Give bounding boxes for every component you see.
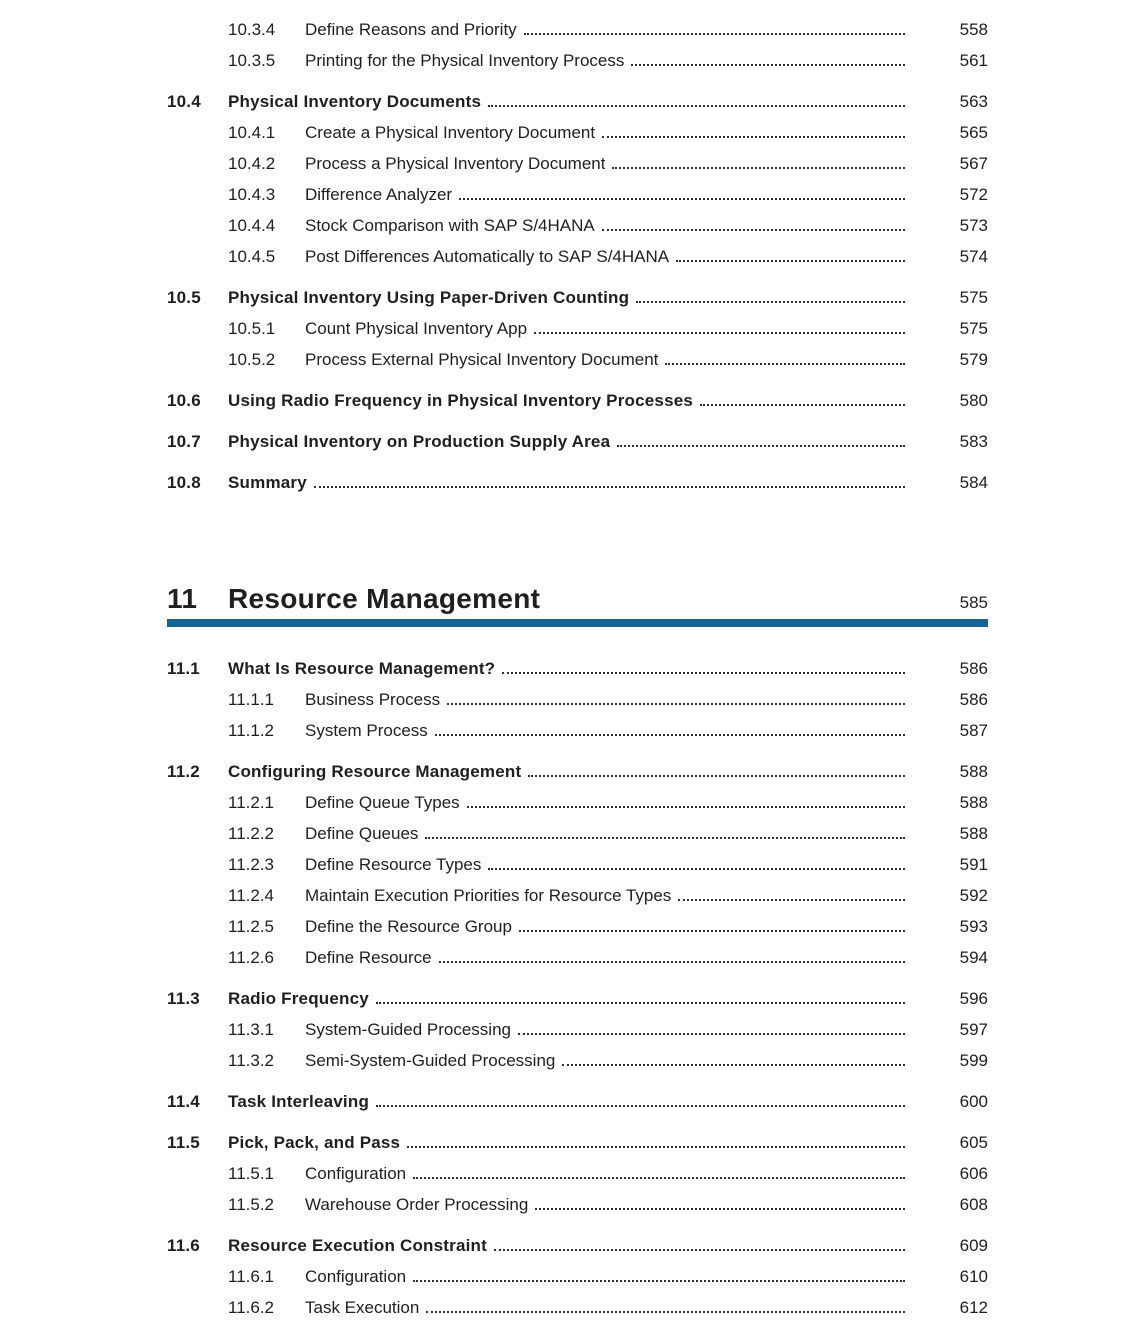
toc-entry-number: 10.8 [167, 473, 201, 492]
dot-leader [425, 837, 905, 839]
toc-entry-page: 565 [959, 123, 988, 142]
toc-entry-number: 10.5 [167, 288, 201, 307]
toc-entry-page: 586 [959, 690, 988, 709]
toc-entry [167, 282, 988, 313]
toc-entry-page: 586 [959, 659, 988, 678]
toc-entry [167, 117, 988, 148]
toc-entry-title: What Is Resource Management? [228, 659, 496, 678]
toc-entry [167, 1045, 988, 1076]
dot-leader [488, 105, 905, 107]
toc-entry-title: Physical Inventory on Production Supply Area [228, 432, 611, 451]
toc-entry [167, 86, 988, 117]
dot-leader [376, 1002, 905, 1004]
toc-entry-title: Semi-System-Guided Processing [305, 1051, 556, 1070]
toc-entry [167, 1127, 988, 1158]
toc-entry [167, 344, 988, 375]
toc-entry-number: 11.5.1 [228, 1164, 275, 1183]
toc-entry-number: 11.6 [167, 1236, 200, 1255]
toc-entry-title: Pick, Pack, and Pass [228, 1133, 401, 1152]
toc-entry-number: 10.4 [167, 92, 201, 111]
dot-leader [426, 1311, 905, 1313]
toc-entry-page: 600 [959, 1092, 988, 1111]
toc-entry-title: Define the Resource Group [305, 917, 512, 936]
toc-entry [167, 715, 988, 746]
toc-entry [167, 880, 988, 911]
dot-leader [535, 1208, 905, 1210]
toc-entry-number: 11.3.1 [228, 1020, 275, 1039]
toc-entry-title: Define Resource Types [305, 855, 482, 874]
toc-entry-title: Configuration [305, 1164, 407, 1183]
dot-leader [612, 167, 905, 169]
dot-leader [665, 363, 905, 365]
dot-leader [631, 64, 905, 66]
dot-leader [678, 899, 905, 901]
toc-entry-number: 10.4.5 [228, 247, 276, 266]
toc-entry [167, 467, 988, 498]
chapter-heading-block [167, 583, 988, 627]
toc-entry-page: 575 [959, 288, 988, 307]
dot-leader [439, 961, 905, 963]
toc-entry [167, 1158, 988, 1189]
toc-entry-number: 11.3 [167, 989, 200, 1008]
toc-entry-page: 561 [959, 51, 988, 70]
toc-entry-title: Physical Inventory Documents [228, 92, 482, 111]
chapter-heading-line [167, 583, 988, 615]
toc-entry-page: 584 [959, 473, 988, 492]
toc-entry-number: 10.5.1 [228, 319, 276, 338]
toc-entry-page: 588 [959, 793, 988, 812]
toc-entry-page: 580 [959, 391, 988, 410]
toc-entry [167, 983, 988, 1014]
toc-entry-title: Process External Physical Inventory Document [305, 350, 659, 369]
toc-entry-title: Summary [228, 473, 307, 492]
dot-leader [518, 1033, 905, 1035]
toc-entry-page: 594 [959, 948, 988, 967]
toc-entry-title: Physical Inventory Using Paper-Driven Counting [228, 288, 630, 307]
dot-leader [617, 445, 905, 447]
toc-entry [167, 14, 988, 45]
toc-entry [167, 1261, 988, 1292]
toc-entry-page: 575 [959, 319, 988, 338]
toc-entry-page: 572 [959, 185, 988, 204]
dot-leader [524, 33, 905, 35]
toc-entry-page: 605 [959, 1133, 988, 1152]
toc-entry-title: Difference Analyzer [305, 185, 453, 204]
dot-leader [413, 1280, 905, 1282]
toc-entry-title: Business Process [305, 690, 441, 709]
toc-entry-number: 10.6 [167, 391, 201, 410]
toc-entry-page: 593 [959, 917, 988, 936]
toc-entry-number: 11.6.1 [228, 1267, 275, 1286]
dot-leader [407, 1146, 905, 1148]
dot-leader [700, 404, 905, 406]
toc-entry-number: 11.1 [167, 659, 200, 678]
toc-entry-title: Define Reasons and Priority [305, 20, 517, 39]
toc-entry-title: Resource Execution Constraint [228, 1236, 487, 1255]
dot-leader [488, 868, 905, 870]
toc-entry-title: Process a Physical Inventory Document [305, 154, 606, 173]
toc-entry [167, 787, 988, 818]
toc-entry-number: 11.3.2 [228, 1051, 275, 1070]
dot-leader [676, 260, 905, 262]
toc-entry-title: Define Queues [305, 824, 419, 843]
dot-leader [467, 806, 905, 808]
toc-entry-title: Post Differences Automatically to SAP S/4HANA [305, 247, 670, 266]
toc-entry [167, 241, 988, 272]
toc-entry [167, 1014, 988, 1045]
table-of-contents [167, 14, 988, 1323]
toc-entry-number: 11.2.6 [228, 948, 275, 967]
toc-entry-number: 10.4.3 [228, 185, 276, 204]
dot-leader [413, 1177, 905, 1179]
toc-entry-number: 10.4.1 [228, 123, 276, 142]
toc-entry-number: 11.1.1 [228, 690, 275, 709]
toc-entry [167, 426, 988, 457]
toc-entry [167, 756, 988, 787]
toc-entry [167, 210, 988, 241]
toc-entry-page: 592 [959, 886, 988, 905]
toc-entry-page: 608 [959, 1195, 988, 1214]
toc-entry-title: Count Physical Inventory App [305, 319, 528, 338]
toc-entry [167, 684, 988, 715]
dot-leader [447, 703, 905, 705]
toc-entry [167, 818, 988, 849]
toc-entry-page: 558 [959, 20, 988, 39]
toc-entry-number: 10.5.2 [228, 350, 276, 369]
toc-entry-title: Warehouse Order Processing [305, 1195, 529, 1214]
dot-leader [602, 229, 905, 231]
toc-entry-page: 579 [959, 350, 988, 369]
toc-entry-number: 11.4 [167, 1092, 200, 1111]
dot-leader [494, 1249, 905, 1251]
chapter-number: 11 [167, 583, 198, 614]
toc-entry-title: Create a Physical Inventory Document [305, 123, 596, 142]
toc-entry [167, 653, 988, 684]
toc-entry-page: 583 [959, 432, 988, 451]
chapter-title: Resource Management [228, 583, 541, 614]
toc-entry-title: Using Radio Frequency in Physical Inventory Processes [228, 391, 694, 410]
dot-leader [562, 1064, 905, 1066]
chapter-rule [167, 619, 988, 627]
toc-entry-page: 596 [959, 989, 988, 1008]
toc-entry-number: 10.3.5 [228, 51, 276, 70]
toc-entry [167, 179, 988, 210]
toc-entry-page: 597 [959, 1020, 988, 1039]
toc-entry-number: 10.4.4 [228, 216, 276, 235]
toc-entry [167, 849, 988, 880]
dot-leader [314, 486, 905, 488]
dot-leader [602, 136, 905, 138]
toc-entry-number: 11.5 [167, 1133, 200, 1152]
toc-entry-title: Stock Comparison with SAP S/4HANA [305, 216, 595, 235]
dot-leader [435, 734, 905, 736]
dot-leader [459, 198, 905, 200]
toc-entry [167, 385, 988, 416]
toc-entry [167, 313, 988, 344]
toc-entry-number: 11.2.5 [228, 917, 275, 936]
dot-leader [636, 301, 905, 303]
toc-entry-page: 587 [959, 721, 988, 740]
toc-entry-page: 567 [959, 154, 988, 173]
toc-entry [167, 1230, 988, 1261]
toc-entry-page: 588 [959, 762, 988, 781]
toc-entry-page: 612 [959, 1298, 988, 1317]
toc-entry-page: 563 [959, 92, 988, 111]
toc-entry [167, 148, 988, 179]
toc-entry-number: 11.2 [167, 762, 200, 781]
toc-entry-page: 591 [959, 855, 988, 874]
toc-entry [167, 1292, 988, 1323]
toc-entry-title: Define Queue Types [305, 793, 460, 812]
dot-leader [528, 775, 905, 777]
toc-entry-number: 10.3.4 [228, 20, 276, 39]
toc-entry-title: Radio Frequency [228, 989, 369, 1008]
toc-entry-page: 588 [959, 824, 988, 843]
toc-entry-number: 11.6.2 [228, 1298, 275, 1317]
toc-entry-page: 573 [959, 216, 988, 235]
toc-entry-number: 10.4.2 [228, 154, 276, 173]
toc-entry-number: 11.5.2 [228, 1195, 275, 1214]
toc-entry-number: 10.7 [167, 432, 201, 451]
dot-leader [376, 1105, 905, 1107]
toc-entry-page: 606 [959, 1164, 988, 1183]
toc-entry-title: Configuration [305, 1267, 407, 1286]
toc-entry-number: 11.1.2 [228, 721, 275, 740]
toc-entry-title: System-Guided Processing [305, 1020, 511, 1039]
toc-entry [167, 45, 988, 76]
toc-entry [167, 942, 988, 973]
toc-entry-page: 599 [959, 1051, 988, 1070]
chapter-page: 585 [959, 593, 988, 612]
dot-leader [502, 672, 905, 674]
toc-entry-title: System Process [305, 721, 428, 740]
toc-entry-page: 574 [959, 247, 988, 266]
toc-entry-number: 11.2.3 [228, 855, 275, 874]
toc-entry [167, 1086, 988, 1117]
toc-entry-title: Configuring Resource Management [228, 762, 522, 781]
toc-entry-page: 610 [959, 1267, 988, 1286]
toc-entry [167, 911, 988, 942]
toc-entry-page: 609 [959, 1236, 988, 1255]
toc-entry-number: 11.2.4 [228, 886, 275, 905]
dot-leader [534, 332, 905, 334]
toc-entry-title: Printing for the Physical Inventory Process [305, 51, 625, 70]
toc-entry-title: Task Interleaving [228, 1092, 370, 1111]
toc-entry-title: Maintain Execution Priorities for Resource Types [305, 886, 672, 905]
toc-entry-number: 11.2.1 [228, 793, 275, 812]
toc-entry-number: 11.2.2 [228, 824, 275, 843]
toc-entry-title: Task Execution [305, 1298, 420, 1317]
dot-leader [519, 930, 905, 932]
toc-entry-title: Define Resource [305, 948, 432, 967]
toc-entry [167, 1189, 988, 1220]
